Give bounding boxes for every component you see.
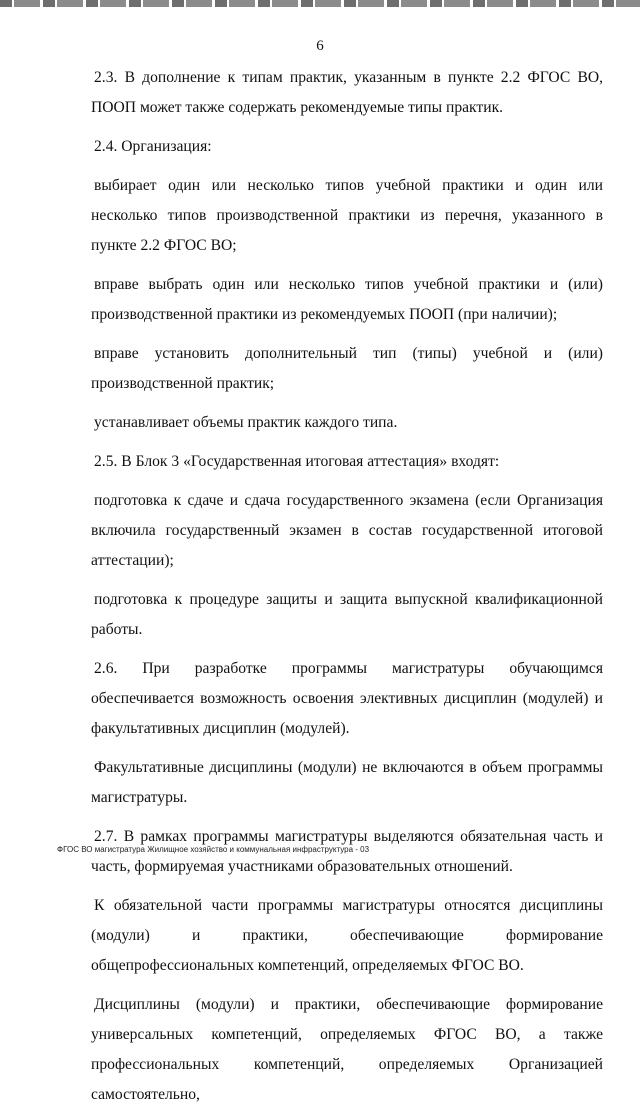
paragraph-2-4-heading: 2.4. Организация: bbox=[94, 138, 212, 155]
paragraph-2-4-item-3: вправе установить дополнительный тип (типы) учебной и (или) производственной практик; bbox=[91, 345, 603, 392]
paragraph-2-5-item-1: подготовка к сдаче и сдача государственного экзамена (если Организация включила государственный экзамен в состав государственной итоговой аттестации); bbox=[91, 492, 603, 569]
paragraph-2-6-note: Факультативные дисциплины (модули) не включаются в объем программы магистратуры. bbox=[91, 759, 603, 806]
paragraph-2-7-universal: Дисциплины (модули) и практики, обеспечивающие формирование универсальных компетенций, определяемых ФГОС ВО, а также профессиональных компетенций, определяемых Организацией самостоятельно, bbox=[91, 996, 603, 1103]
paragraph-2-7: 2.7. В рамках программы магистратуры выделяются обязательная часть и часть, формируемая участниками образовательных отношений. bbox=[91, 828, 603, 875]
paragraph-2-4-item-1: выбирает один или несколько типов учебной практики и один или несколько типов производственной практики из перечня, указанного в пункте 2.2 ФГОС ВО; bbox=[91, 177, 603, 254]
paragraph-2-5: 2.5. В Блок 3 «Государственная итоговая аттестация» входят: bbox=[94, 453, 500, 470]
page-number: 6 bbox=[316, 38, 324, 54]
paragraph-2-6: 2.6. При разработке программы магистратуры обучающимся обеспечивается возможность освоения элективных дисциплин (модулей) и факультативных дисциплин (модулей). bbox=[91, 660, 603, 737]
footer-text: ФГОС ВО магистратура Жилищное хозяйство и коммунальная инфраструктура - 03 bbox=[57, 845, 370, 854]
paragraph-2-7-mandatory: К обязательной части программы магистратуры относятся дисциплины (модули) и практики, обеспечивающие формирование общепрофессиональных компетенций, определяемых ФГОС ВО. bbox=[91, 897, 603, 974]
paragraph-2-4-item-4: устанавливает объемы практик каждого типа. bbox=[94, 414, 398, 431]
paragraph-2-5-item-2: подготовка к процедуре защиты и защита выпускной квалификационной работы. bbox=[91, 591, 603, 638]
document-body bbox=[91, 63, 603, 1119]
paragraph-2-3: 2.3. В дополнение к типам практик, указанным в пункте 2.2 ФГОС ВО, ПООП может также содержать рекомендуемые типы практик. bbox=[91, 69, 603, 116]
paragraph-2-4-item-2: вправе выбрать один или несколько типов учебной практики и (или) производственной практики из рекомендуемых ПООП (при наличии); bbox=[91, 276, 603, 323]
scan-top-edge bbox=[0, 0, 640, 7]
